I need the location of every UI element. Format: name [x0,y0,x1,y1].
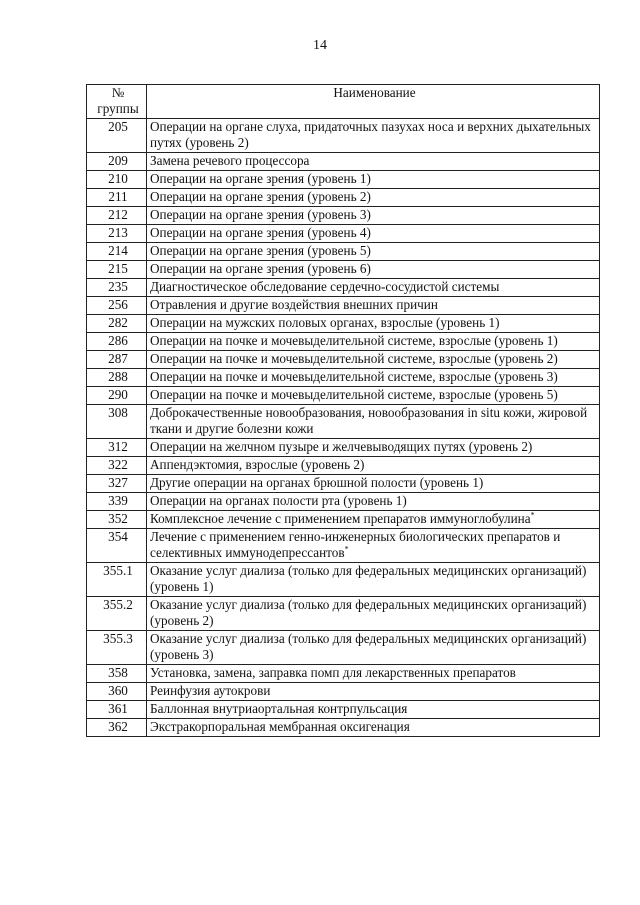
group-name: Отравления и другие воздействия внешних причин [150,297,438,312]
group-name: Операции на органе слуха, придаточных пазухах носа и верхних дыхательных путях (уровень 2) [150,119,591,150]
group-number: 354 [87,529,147,563]
group-name: Операции на органе зрения (уровень 6) [150,261,371,276]
group-number: 358 [87,665,147,683]
group-number: 312 [87,439,147,457]
group-name-cell [147,563,600,597]
group-name-cell [147,243,600,261]
table-row [87,457,600,475]
page-number: 14 [313,38,327,53]
group-number: 355.3 [87,631,147,665]
group-number: 361 [87,701,147,719]
group-name-cell [147,171,600,189]
table-row [87,511,600,529]
group-number: 212 [87,207,147,225]
groups-table [86,84,600,737]
group-name-cell [147,701,600,719]
group-number: 355.2 [87,597,147,631]
group-number: 352 [87,511,147,529]
group-number: 215 [87,261,147,279]
group-name: Операции на почке и мочевыделительной системе, взрослые (уровень 5) [150,387,558,402]
group-name: Реинфузия аутокрови [150,683,271,698]
group-number: 362 [87,719,147,737]
table-row [87,189,600,207]
group-number: 322 [87,457,147,475]
group-name: Операции на органе зрения (уровень 2) [150,189,371,204]
group-name-cell [147,207,600,225]
group-name: Операции на органе зрения (уровень 3) [150,207,371,222]
table-row [87,315,600,333]
group-number: 205 [87,119,147,153]
group-number: 235 [87,279,147,297]
group-name-cell [147,153,600,171]
table-row [87,333,600,351]
table-row [87,631,600,665]
table-row [87,225,600,243]
group-name-cell [147,189,600,207]
group-name-cell [147,387,600,405]
group-number: 360 [87,683,147,701]
column-header-number: № группы [87,85,147,119]
group-name: Оказание услуг диализа (только для федеральных медицинских организаций) (уровень 2) [150,597,587,628]
group-number: 256 [87,297,147,315]
group-name: Операции на органе зрения (уровень 4) [150,225,371,240]
group-number: 214 [87,243,147,261]
footnote-mark: * [530,510,535,520]
group-name-cell [147,225,600,243]
table-row [87,369,600,387]
group-name: Диагностическое обследование сердечно-сосудистой системы [150,279,500,294]
group-number: 286 [87,333,147,351]
table-row [87,665,600,683]
group-name-cell [147,511,600,529]
group-name-cell [147,683,600,701]
group-name: Оказание услуг диализа (только для федеральных медицинских организаций) (уровень 3) [150,631,587,662]
table-row [87,563,600,597]
group-name-cell [147,369,600,387]
group-number: 288 [87,369,147,387]
table-row [87,261,600,279]
group-name-cell [147,665,600,683]
table-body [87,119,600,737]
group-number: 210 [87,171,147,189]
table-row [87,493,600,511]
group-name-cell [147,597,600,631]
group-name: Операции на почке и мочевыделительной системе, взрослые (уровень 1) [150,333,558,348]
group-name: Аппендэктомия, взрослые (уровень 2) [150,457,365,472]
group-name-cell [147,405,600,439]
table-row [87,297,600,315]
table-row [87,207,600,225]
group-number: 287 [87,351,147,369]
group-number: 327 [87,475,147,493]
group-name: Оказание услуг диализа (только для федеральных медицинских организаций) (уровень 1) [150,563,587,594]
group-name: Доброкачественные новообразования, новообразования in situ кожи, жировой ткани и другие болезни кожи [150,405,588,436]
group-name-cell [147,457,600,475]
group-number: 282 [87,315,147,333]
group-name: Комплексное лечение с применением препаратов иммуноглобулина [150,511,531,526]
table-row [87,279,600,297]
group-name-cell [147,529,600,563]
group-name-cell [147,439,600,457]
group-number: 308 [87,405,147,439]
group-name: Установка, замена, заправка помп для лекарственных препаратов [150,665,516,680]
column-header-name: Наименование [147,85,600,119]
group-name: Операции на органе зрения (уровень 1) [150,171,371,186]
group-name: Операции на органах полости рта (уровень 1) [150,493,407,508]
group-name-cell [147,351,600,369]
group-name: Замена речевого процессора [150,153,310,168]
group-name-cell [147,119,600,153]
group-name-cell [147,261,600,279]
group-name: Операции на желчном пузыре и желчевыводящих путях (уровень 2) [150,439,533,454]
table-row [87,351,600,369]
table-row [87,719,600,737]
table-row [87,405,600,439]
table-row [87,439,600,457]
group-number: 339 [87,493,147,511]
group-name-cell [147,279,600,297]
group-name: Баллонная внутриаортальная контрпульсация [150,701,408,716]
group-name-cell [147,315,600,333]
group-name-cell [147,719,600,737]
group-name: Операции на органе зрения (уровень 5) [150,243,371,258]
group-number: 355.1 [87,563,147,597]
table-row [87,683,600,701]
table-row [87,597,600,631]
table-row [87,119,600,153]
group-number: 213 [87,225,147,243]
footnote-mark: * [344,544,349,554]
group-name: Операции на почке и мочевыделительной системе, взрослые (уровень 2) [150,351,558,366]
group-name-cell [147,493,600,511]
group-number: 209 [87,153,147,171]
group-name-cell [147,631,600,665]
table-row [87,387,600,405]
group-name: Операции на почке и мочевыделительной системе, взрослые (уровень 3) [150,369,558,384]
table-row [87,153,600,171]
group-name: Экстракорпоральная мембранная оксигенация [150,719,410,734]
group-number: 290 [87,387,147,405]
table-row [87,701,600,719]
table-row [87,243,600,261]
group-name-cell [147,475,600,493]
group-name: Другие операции на органах брюшной полости (уровень 1) [150,475,484,490]
group-name: Лечение с применением генно-инженерных биологических препаратов и селективных иммунодепрессантов [150,529,561,560]
group-name-cell [147,333,600,351]
group-name: Операции на мужских половых органах, взрослые (уровень 1) [150,315,500,330]
group-name-cell [147,297,600,315]
table-row [87,529,600,563]
table-row [87,475,600,493]
table-header-row [87,85,600,119]
table-row [87,171,600,189]
group-number: 211 [87,189,147,207]
